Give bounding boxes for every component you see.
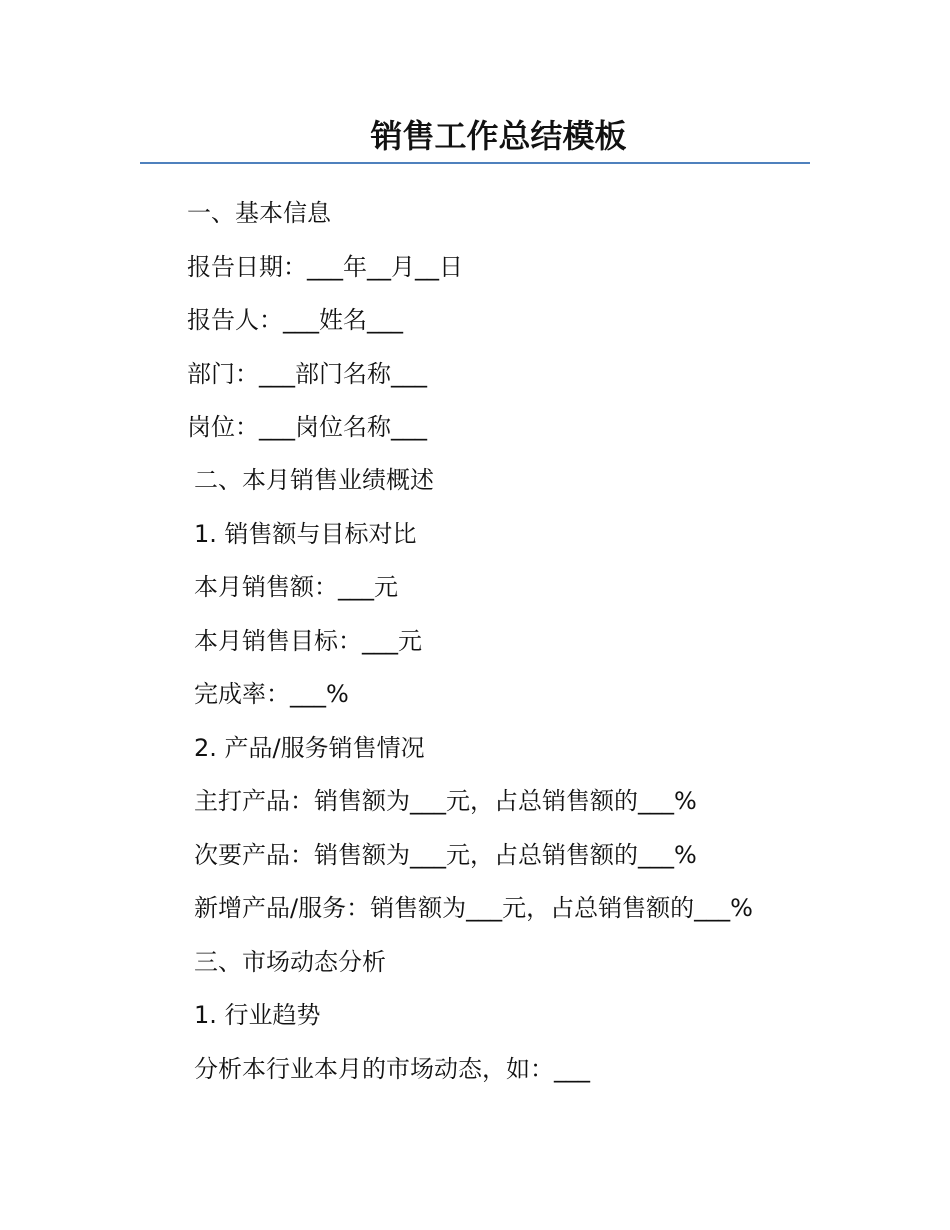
department-line: 部门：___部门名称___: [187, 360, 427, 388]
secondary-product-line: 次要产品：销售额为___元，占总销售额的___%: [194, 841, 697, 869]
position-line: 岗位：___岗位名称___: [187, 413, 427, 441]
monthly-sales-line: 本月销售额：___元: [194, 573, 398, 601]
industry-analysis-line: 分析本行业本月的市场动态，如：___: [194, 1055, 590, 1083]
section-heading-market-analysis: 三、市场动态分析: [194, 948, 386, 976]
new-product-line: 新增产品/服务：销售额为___元，占总销售额的___%: [194, 894, 753, 922]
subheading-industry-trend: 1. 行业趋势: [194, 1001, 321, 1029]
document-title: 销售工作总结模板: [370, 117, 627, 155]
subheading-product-sales: 2. 产品/服务销售情况: [194, 734, 425, 762]
main-product-line: 主打产品：销售额为___元，占总销售额的___%: [194, 787, 697, 815]
reporter-line: 报告人：___姓名___: [187, 306, 403, 334]
monthly-target-line: 本月销售目标：___元: [194, 627, 422, 655]
title-underline: [140, 162, 810, 164]
section-heading-sales-overview: 二、本月销售业绩概述: [194, 466, 434, 494]
subheading-sales-vs-target: 1. 销售额与目标对比: [194, 520, 417, 548]
completion-rate-line: 完成率：___%: [194, 680, 349, 708]
report-date-line: 报告日期：___年__月__日: [187, 253, 463, 281]
section-heading-basic-info: 一、基本信息: [187, 199, 331, 227]
